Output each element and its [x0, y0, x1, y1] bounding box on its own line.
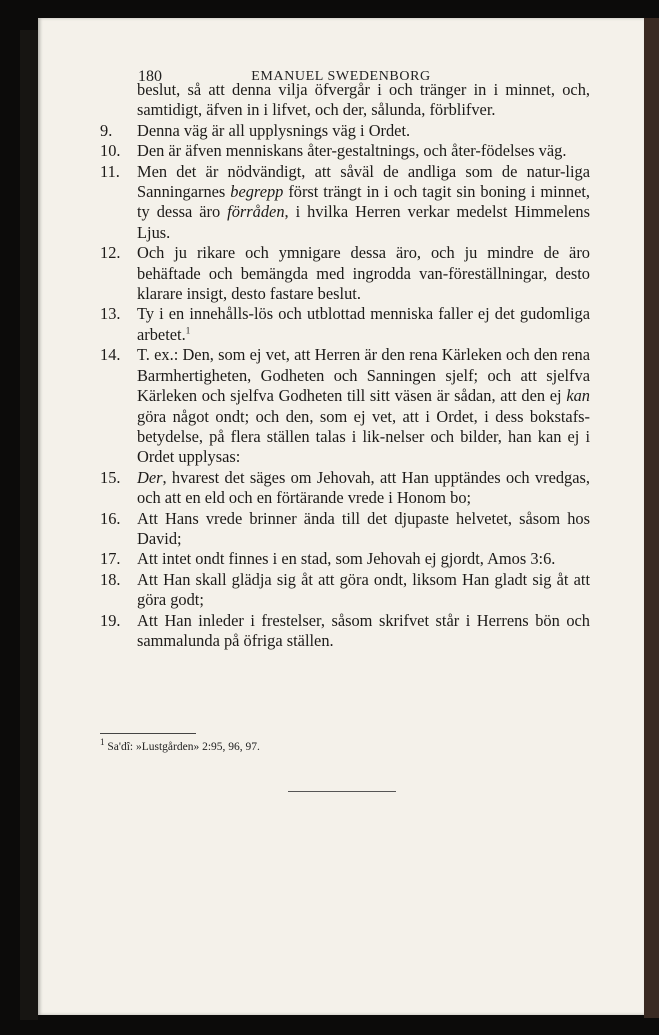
item-text: Och ju rikare och ymnigare dessa äro, och ju mindre de äro behäftade och bemängda med ingrodda van-föreställningar, desto klarare insigt, desto fastare beslut.	[137, 243, 590, 304]
list-item	[100, 509, 590, 550]
item-text: Att intet ondt finnes i en stad, som Jehovah ej gjordt, Amos 3:6.	[137, 549, 556, 569]
item-text: Denna väg är all upplysnings väg i Ordet.	[137, 120, 411, 140]
list-item	[100, 611, 590, 652]
list-item	[100, 162, 590, 244]
item-number: 14.	[100, 345, 121, 365]
item-number: 18.	[100, 569, 121, 589]
intro-paragraph: beslut, så att denna vilja öfvergår i och tränger in i minnet, och, samtidigt, äfven in i lifvet, och der, sålunda, förblifver.	[137, 80, 590, 120]
item-number: 13.	[100, 304, 121, 324]
end-rule	[288, 791, 396, 792]
item-number: 17.	[100, 549, 121, 569]
item-text: Att Han inleder i frestelser, såsom skrifvet står i Herrens bön och sammalunda på öfriga ställen.	[137, 610, 590, 650]
item-text: , i hvilka Herren verkar medelst Himmelens Ljus.	[137, 202, 590, 242]
running-head: EMANUEL SWEDENBORG	[251, 69, 431, 84]
item-number: 15.	[100, 467, 121, 487]
italic-term: begrepp	[230, 182, 284, 202]
italic-term: förråden	[227, 202, 285, 222]
footnote-rule	[100, 733, 196, 734]
item-number: 9.	[100, 120, 113, 140]
page-number: 180	[138, 68, 162, 85]
item-text: Den är äfven menniskans åter-gestaltnings, och åter-födelses väg.	[137, 141, 567, 161]
list-item	[100, 345, 590, 467]
item-number: 16.	[100, 508, 121, 528]
item-text: Ty i en innehålls-lös och utblottad menniska faller ej det gudomliga arbetet.	[137, 304, 590, 344]
item-number: 12.	[100, 243, 121, 263]
item-text: Att Han skall glädja sig åt att göra ondt, liksom Han gladt sig åt att göra godt;	[137, 569, 590, 610]
footnote-marker: 1	[185, 325, 191, 336]
footnote-text: Sa'dî: »Lustgården» 2:95, 96, 97.	[107, 741, 260, 753]
item-number: 19.	[100, 610, 121, 630]
italic-term: Der	[137, 467, 163, 487]
item-number: 11.	[100, 161, 120, 181]
list-item	[100, 304, 590, 345]
footnote	[100, 737, 260, 753]
page-body	[100, 80, 590, 651]
item-text: T. ex.: Den, som ej vet, att Herren är den rena Kärleken och den rena Barmhertigheten, Godheten och Sanningen sjelf; och att sjelfva Kärleken och sjelfva Godheten till sitt väsen är sådan, att den ej	[137, 345, 590, 406]
book-binding	[20, 30, 38, 1020]
book-edge	[644, 18, 659, 1018]
list-item	[100, 121, 590, 141]
item-number: 10.	[100, 141, 121, 161]
item-text: Att Hans vrede brinner ända till det djupaste helvetet, såsom hos David;	[137, 508, 590, 548]
item-text: Men det är nödvändigt, att såväl de andliga som de natur-liga Sanningarnes	[137, 161, 590, 202]
list-item	[100, 570, 590, 611]
item-text: , hvarest det säges om Jehovah, att Han upptändes och vredgas, och att en eld och en förtärande vrede i Honom bo;	[137, 467, 590, 508]
list-item	[100, 141, 590, 161]
list-item	[100, 468, 590, 509]
italic-term: kan	[566, 386, 590, 406]
list-item	[100, 243, 590, 304]
list-item	[100, 549, 590, 569]
item-text: först trängt in i och tagit sin boning i minnet, ty dessa äro	[137, 182, 591, 222]
item-text: göra något ondt; och den, som ej vet, att i Ordet, i dess bokstafs-betydelse, på flera ställen talas i lik-nelser och bilder, han kan ej i Ordet upplysas:	[137, 406, 590, 467]
footnote-mark: 1	[100, 737, 105, 748]
